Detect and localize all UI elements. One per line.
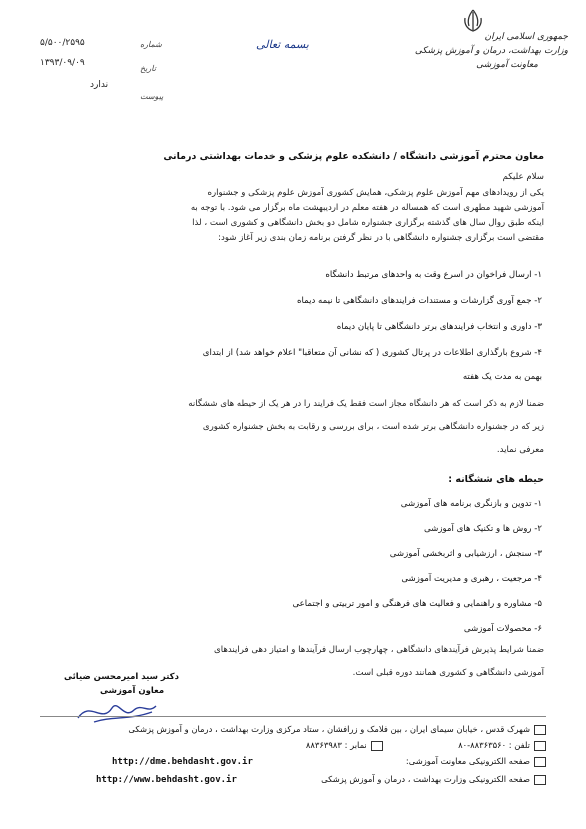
intro-line: مقتضی است برگزاری جشنواره دانشگاهی با در نظر گرفتن برنامه زمان بندی زیر آغاز شود:: [218, 233, 544, 243]
site2-url[interactable]: http://www.behdasht.gov.ir: [96, 775, 237, 785]
letter-number-label: شماره: [140, 40, 162, 49]
domain-item: ۳- سنجش ، ارزشیابی و اثربخشی آموزشی: [389, 549, 542, 559]
domain-item: ۲- روش ها و تکنیک های آموزشی: [423, 524, 542, 534]
intro-line: یکی از رویدادهای مهم آموزش علوم پزشکی، همایش کشوری آموزش علوم پزشکی و جشنواره: [207, 188, 544, 198]
domain-item: ۴- مرجعیت ، رهبری و مدیریت آموزشی: [401, 574, 542, 584]
closing-line: آموزشی دانشگاهی و کشوری همانند دوره قبلی است.: [352, 668, 544, 678]
intro-line: اینکه طبق روال سال های گذشته برگزاری جشنواره شامل دو بخش دانشگاهی و کشوری است ، لذا: [192, 218, 544, 228]
site1-label: صفحه الکترونیکی معاونت آموزشی:: [405, 756, 530, 766]
footer-contacts: [46, 738, 546, 753]
bismillah: بسمه تعالی: [256, 38, 309, 51]
site2-label: صفحه الکترونیکی وزارت بهداشت ، درمان و آموزش پزشکی: [321, 774, 530, 784]
schedule-item: ۳- داوری و انتخاب فرایندهای برتر دانشگاهی تا پایان دیماه: [336, 322, 542, 332]
domain-item: ۶- محصولات آموزشی: [463, 624, 542, 634]
domains-heading: حیطه های ششگانه :: [448, 474, 544, 485]
schedule-item: ۱- ارسال فراخوان در اسرع وقت به واحدهای مرتبط دانشگاه: [325, 270, 542, 280]
footer-divider: [40, 716, 546, 717]
signature-title: معاون آموزشی: [100, 686, 165, 696]
schedule-item: ۴- شروع بارگذاری اطلاعات در پرتال کشوری ( که نشانی آن متعاقبا" اعلام خواهد شد) از ابتدای: [202, 348, 542, 358]
note-paragraph: [54, 397, 544, 458]
fax-icon: [371, 741, 383, 751]
email-icon: [534, 775, 546, 785]
note-line: معرفی نماید.: [496, 445, 544, 455]
footer-address: [46, 722, 546, 737]
schedule-item: ۲- جمع آوری گزارشات و مستندات فرایندهای دانشگاهی تا نیمه دیماه: [296, 296, 542, 306]
letter-attachment: ندارد: [90, 80, 109, 90]
address-text: شهرک قدس ، خیابان سیمای ایران ، بین فلامک و زرافشان ، ستاد مرکزی وزارت بهداشت ، درمان و آموزش پزشکی: [128, 724, 530, 734]
ministry-line-3: معاونت آموزشی: [476, 60, 538, 70]
fax-text: نمابر : ۸۸۳۶۳۹۸۳: [305, 740, 367, 750]
schedule-item: بهمن به مدت یک هفته: [462, 372, 542, 382]
ministry-header: [408, 30, 568, 72]
ministry-line-1: جمهوری اسلامی ایران: [484, 32, 568, 42]
letter-date: ۱۳۹۳/۰۹/۰۹: [40, 58, 85, 68]
signature-name: دکتر سید امیرمحسن ضیائی: [64, 672, 179, 682]
greeting: سلام علیکم: [502, 172, 544, 182]
letter-date-label: تاریخ: [140, 64, 156, 73]
intro-line: آموزشی شهید مطهری است که همساله در هفته معلم در اردیبهشت ماه برگزار می شود. با توجه به: [190, 203, 544, 213]
letter-attachment-label: پیوست: [140, 92, 164, 101]
addressee: معاون محترم آموزشی دانشگاه / دانشکده علوم پزشکی و خدمات بهداشتی درمانی: [163, 151, 544, 162]
email-icon: [534, 757, 546, 767]
letter-number: ۵/۵۰۰/۲۵۹۵: [40, 38, 85, 48]
domain-item: ۵- مشاوره و راهنمایی و فعالیت های فرهنگی و امور تربیتی و اجتماعی: [292, 599, 542, 609]
intro-paragraph: [54, 186, 544, 246]
phone-text: تلفن : ۸۸۳۶۳۵۶۰-۸۰: [458, 740, 530, 750]
ministry-line-2: وزارت بهداشت، درمان و آموزش پزشکی: [414, 46, 568, 56]
location-icon: [534, 725, 546, 735]
note-line: زیر که در جشنواره دانشگاهی برتر شده است ، برای بررسی و رقابت به بخش جشنواره کشوری: [202, 422, 544, 432]
note-line: ضمنا لازم به ذکر است که هر دانشگاه مجاز است فقط یک فرایند را در هر یک از حیطه های ششگانه: [188, 399, 544, 409]
closing-line: ضمنا شرایط پذیرش فرآیندهای دانشگاهی ، چهارچوب ارسال فرآیندها و امتیاز دهی فرایندهای: [214, 645, 544, 655]
phone-icon: [534, 741, 546, 751]
domain-item: ۱- تدوین و بازنگری برنامه های آموزشی: [400, 499, 542, 509]
site1-url[interactable]: http://dme.behdasht.gov.ir: [112, 757, 253, 767]
